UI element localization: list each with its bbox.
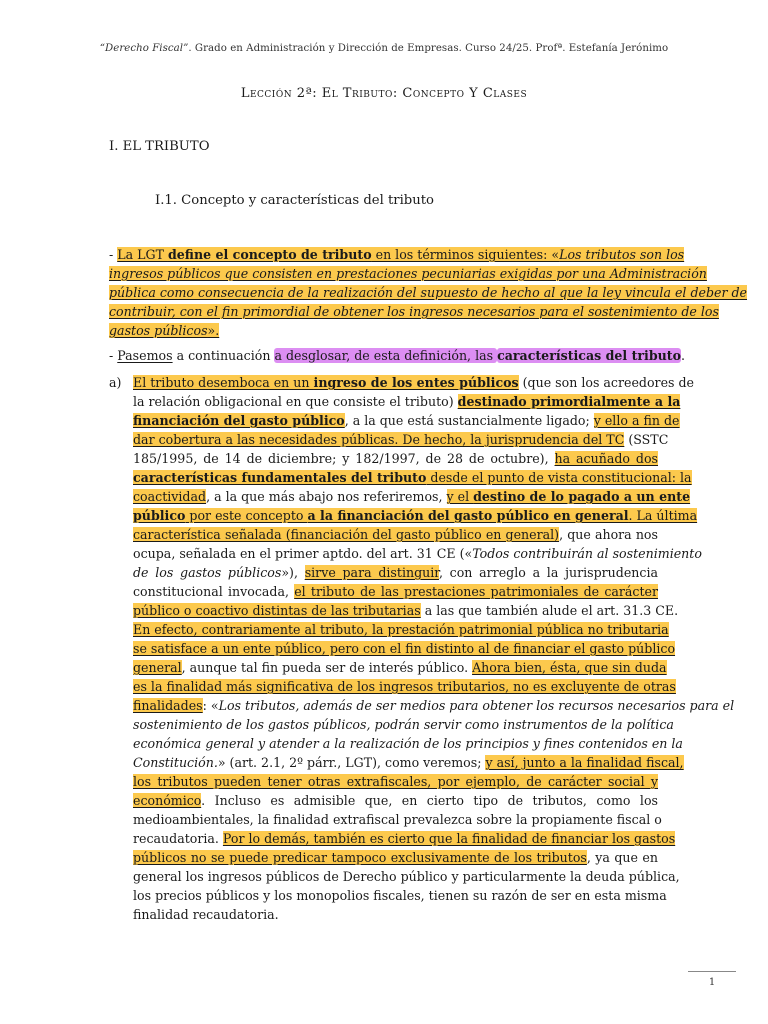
header-rest: . Grado en Administración y Dirección de Empresas. Curso 24/25. Profª. Estefanía Jerónimo xyxy=(188,43,669,54)
text-line: de los gastos públicos»), sirve para distinguir, con arreglo a la jurisprudencia xyxy=(133,565,659,580)
text-line: Constitución.» (art. 2.1, 2º párr., LGT), como veremos; y así, junto a la finalidad fiscal, xyxy=(133,755,684,770)
lesson-title: Lección 2ª: El Tributo: Concepto Y Clases xyxy=(240,86,528,101)
text-line: la relación obligacional en que consiste el tributo) destinado primordialmente a la xyxy=(133,394,681,409)
text-line: se satisface a un ente público, pero con el fin distinto al de financiar el gasto público xyxy=(133,641,676,656)
text-line: El tributo desemboca en un ingreso de los entes públicos (que son los acreedores de xyxy=(133,375,695,390)
text-line: general los ingresos públicos de Derecho público y particularmente la deuda pública, xyxy=(133,869,680,884)
list-item-text xyxy=(133,373,735,924)
text-line: finalidades: «Los tributos, además de ser medios para obtener los recursos necesarios para el xyxy=(133,698,735,713)
text-line: ingresos públicos que consisten en prestaciones pecuniarias exigidas por una Administración xyxy=(109,266,707,281)
subsection-heading: I.1. Concepto y características del tributo xyxy=(155,193,434,208)
text-line: 185/1995, de 14 de diciembre; y 182/1997, de 28 de octubre), ha acuñado dos xyxy=(133,451,658,466)
running-header xyxy=(0,43,768,54)
text-line: económico. Incluso es admisible que, en cierto tipo de tributos, como los xyxy=(133,793,658,808)
text-line: constitucional invocada, el tributo de las prestaciones patrimoniales de carácter xyxy=(133,584,658,599)
paragraph-definition xyxy=(109,245,748,340)
text-line: coactividad, a la que más abajo nos referiremos, y el destino de lo pagado a un ente xyxy=(133,489,691,504)
text-line: los tributos pueden tener otras extrafiscales, por ejemplo, de carácter social y xyxy=(133,774,658,789)
text-line: recaudatoria. Por lo demás, también es cierto que la finalidad de financiar los gastos xyxy=(133,831,676,846)
text-line: financiación del gasto público, a la que está sustancialmente ligado; y ello a fin de xyxy=(133,413,680,428)
text-line: pública como consecuencia de la realización del supuesto de hecho al que la ley vincula el deber de xyxy=(109,285,748,300)
course-title: “Derecho Fiscal” xyxy=(99,43,189,54)
text-line: los precios públicos y los monopolios fiscales, tienen su razón de ser en esta misma xyxy=(133,888,667,903)
text-line: - La LGT define el concepto de tributo en los términos siguientes: «Los tributos son los xyxy=(109,247,685,262)
text-line: económica general y atender a la realización de los principios y fines contenidos en la xyxy=(133,736,683,751)
text-line: medioambientales, la finalidad extrafiscal prevalezca sobre la propiamente fiscal o xyxy=(133,812,662,827)
text-line: contribuir, con el fin primordial de obtener los ingresos necesarios para el sostenimiento de los xyxy=(109,304,719,319)
text-line: públicos no se puede predicar tampoco exclusivamente de los tributos, ya que en xyxy=(133,850,658,865)
text-line: público o coactivo distintas de las tributarias a las que también alude el art. 31.3 CE. xyxy=(133,603,679,618)
text-line: características fundamentales del tributo desde el punto de vista constitucional: la xyxy=(133,470,692,485)
text-line: - Pasemos a continuación a desglosar, de esta definición, las características del tributo. xyxy=(109,348,686,363)
text-line: sostenimiento de los gastos públicos, podrán servir como instrumentos de la política xyxy=(133,717,674,732)
text-line: es la finalidad más significativa de los ingresos tributarios, no es excluyente de otras xyxy=(133,679,676,694)
text-line: característica señalada (financiación del gasto público en general), que ahora nos xyxy=(133,527,658,542)
footer-divider xyxy=(688,971,736,972)
text-line: finalidad recaudatoria. xyxy=(133,907,279,922)
text-line: ocupa, señalada en el primer aptdo. del art. 31 CE («Todos contribuirán al sostenimiento xyxy=(133,546,702,561)
text-line: gastos públicos». xyxy=(109,323,220,338)
list-marker: a) xyxy=(109,375,122,390)
section-heading: I. EL TRIBUTO xyxy=(109,139,210,154)
page-number: 1 xyxy=(708,977,716,988)
text-line: En efecto, contrariamente al tributo, la prestación patrimonial pública no tributaria xyxy=(133,622,669,637)
text-line: general, aunque tal fin pueda ser de interés público. Ahora bien, ésta, que sin duda xyxy=(133,660,667,675)
paragraph-intro xyxy=(109,346,686,365)
text-line: dar cobertura a las necesidades públicas. De hecho, la jurisprudencia del TC (SSTC xyxy=(133,432,669,447)
text-line: público por este concepto a la financiación del gasto público en general. La última xyxy=(133,508,698,523)
